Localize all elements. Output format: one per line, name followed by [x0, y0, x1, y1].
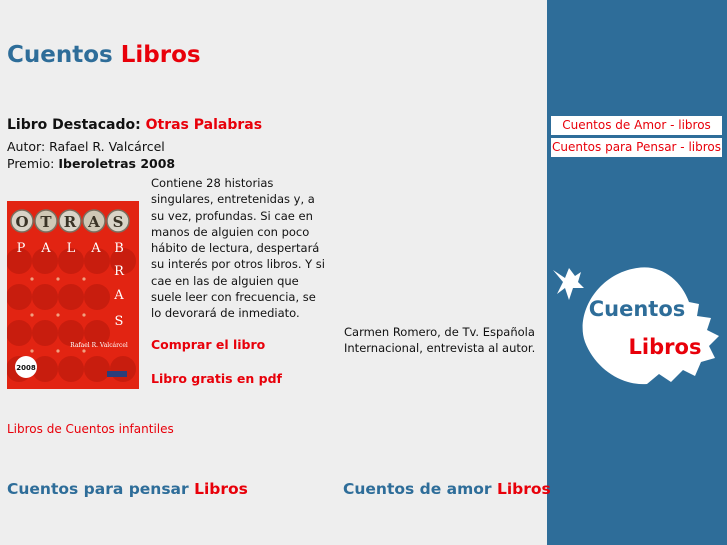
svg-text:A: A [41, 241, 51, 256]
featured-label: Libro Destacado: [7, 117, 141, 133]
buy-book-link[interactable]: Comprar el libro [151, 337, 266, 352]
svg-text:A: A [114, 288, 124, 303]
svg-text:B: B [114, 241, 124, 256]
award-label: Premio: [7, 156, 55, 171]
interview-caption: Carmen Romero, de Tv. Española Internacional, entrevista al autor. [344, 325, 536, 355]
section-think-part2: Libros [194, 480, 248, 498]
cover-letter-r: R [63, 213, 77, 231]
cover-author: Rafael R. Valcárcel [70, 342, 128, 349]
bird-icon [553, 268, 584, 300]
svg-text:P: P [16, 241, 26, 256]
sidebar-link-think[interactable]: Cuentos para Pensar - libros [551, 138, 722, 157]
section-think-part1: Cuentos para pensar [7, 480, 189, 498]
site-title[interactable] [7, 42, 201, 68]
cover-year: 2008 [16, 364, 36, 372]
logo-graphic [551, 258, 723, 390]
svg-text:S: S [114, 314, 124, 329]
book-cover-art [7, 201, 139, 389]
cover-letter-o: O [15, 213, 29, 231]
book-description: Contiene 28 historias singulares, entretenidas y, a su vez, profundas. Si cae en manos de alguien con poco hábito de lectura, despertará su interés por otros libros. Y si cae en las de alguien que suele leer con frecuencia, se lo devorará de inmediato. [151, 176, 325, 321]
section-think-heading[interactable] [7, 480, 248, 498]
site-logo[interactable] [551, 258, 723, 390]
cover-letter-a: A [88, 213, 100, 231]
section-love-heading[interactable] [343, 480, 551, 498]
svg-text:R: R [114, 264, 124, 279]
section-love-part2: Libros [496, 480, 551, 498]
site-title-part2: Libros [120, 42, 201, 68]
svg-text:L: L [66, 241, 76, 256]
cover-letter-t: T [40, 213, 52, 231]
author-line [7, 139, 165, 154]
award-line [7, 156, 175, 171]
book-cover-image[interactable] [7, 201, 139, 389]
featured-title-link[interactable]: Otras Palabras [145, 117, 263, 133]
featured-book-heading [7, 117, 262, 133]
author-value: Rafael R. Valcárcel [49, 139, 165, 154]
kids-stories-link[interactable]: Libros de Cuentos infantiles [7, 422, 174, 436]
free-pdf-link[interactable]: Libro gratis en pdf [151, 371, 282, 386]
sidebar-link-love[interactable]: Cuentos de Amor - libros [551, 116, 722, 135]
svg-text:A: A [91, 241, 101, 256]
section-love-part1: Cuentos de amor [343, 480, 492, 498]
logo-text-line2: Libros [628, 335, 702, 359]
author-label: Autor: [7, 139, 46, 154]
award-value: Iberoletras 2008 [58, 156, 176, 171]
cover-letter-s: S [112, 213, 124, 231]
site-title-part1: Cuentos [7, 42, 113, 68]
logo-text-line1: Cuentos [588, 297, 686, 321]
